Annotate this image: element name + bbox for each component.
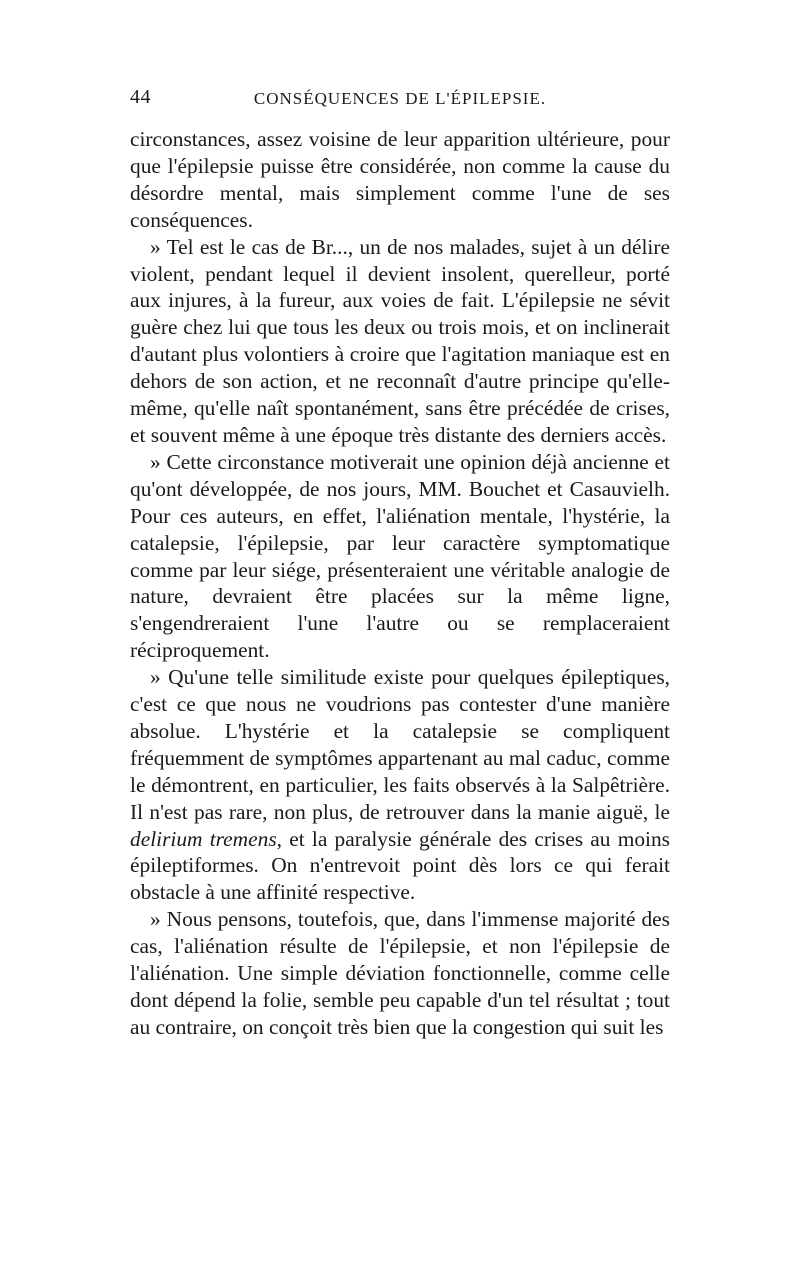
running-title: CONSÉQUENCES DE L'ÉPILEPSIE. (253, 89, 547, 108)
running-header (130, 86, 670, 116)
page-number: 44 (130, 86, 151, 108)
delirium-tremens-italic: delirium tremens (130, 826, 277, 851)
body-text (130, 126, 670, 1041)
paragraph-nous-pensons: » Nous pensons, toutefois, que, dans l'immense majorité des cas, l'aliénation résulte de l'épilepsie, et non l'épilepsie de l'aliénation. Une simple déviation fonctionnelle, comme celle dont dépend la folie, semble peu capable d'un tel résultat ; tout au contraire, on conçoit très bien que la congestion qui suit les (130, 907, 670, 1039)
book-page (130, 86, 670, 1041)
paragraph-continuation: circonstances, assez voisine de leur apparition ultérieure, pour que l'épilepsie puisse être considérée, non comme la cause du désordre mental, mais simplement comme l'une de ses conséquences. (130, 127, 670, 232)
paragraph-similitude-part2: , et la paralysie générale des crises au moins épileptiformes. On n'entrevoit point dès lors ce qui ferait obstacle à une affinité respective. (130, 826, 670, 905)
paragraph-similitude-part1: » Qu'une telle similitude existe pour quelques épileptiques, c'est ce que nous ne voudrions pas contester d'une manière absolue. L'hystérie et la catalepsie se compliquent fréquemment de symptômes appartenant au mal caduc, comme le démontrent, en particulier, les faits observés à la Salpêtrière. Il n'est pas rare, non plus, de retrouver dans la manie aiguë, le (130, 665, 670, 824)
paragraph-similitude (130, 664, 670, 906)
paragraph-br-case: » Tel est le cas de Br..., un de nos malades, sujet à un délire violent, pendant lequel il devient insolent, querelleur, porté aux injures, à la fureur, aux voies de fait. L'épilepsie ne sévit guère chez lui que tous les deux ou trois mois, et on inclinerait d'autant plus volontiers à croire que l'agitation maniaque est en dehors de son action, et ne reconnaît d'autre principe qu'elle-même, qu'elle naît spontanément, sans être précédée de crises, et souvent même à une époque très distante des derniers accès. (130, 234, 670, 447)
paragraph-bouchet-casauvielh: » Cette circonstance motiverait une opinion déjà ancienne et qu'ont développée, de nos jours, MM. Bouchet et Casauvielh. Pour ces auteurs, en effet, l'aliénation mentale, l'hystérie, la catalepsie, l'épilepsie, par leur caractère symptomatique comme par leur siége, présenteraient une véritable analogie de nature, devraient être placées sur la même ligne, s'engendreraient l'une l'autre ou se remplaceraient réciproquement. (130, 449, 670, 663)
